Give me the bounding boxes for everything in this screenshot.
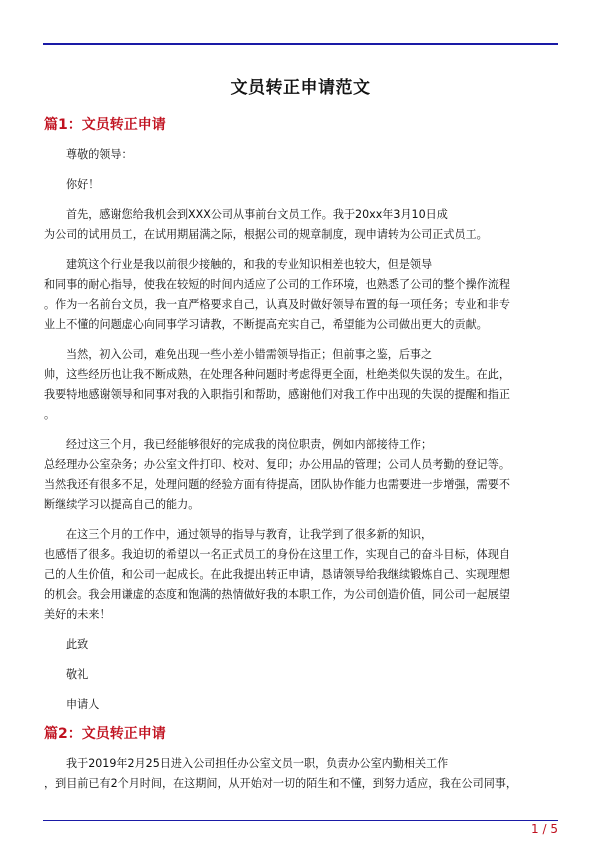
- text-line: 帅，这些经历也让我不断成熟，在处理各种问题时考虑得更全面，杜绝类似失误的发生。在此，: [44, 368, 510, 381]
- closing-1: 此致: [66, 638, 89, 651]
- text-line: 也感悟了很多。我迫切的希望以一名正式员工的身份在这里工作，实现自己的奋斗目标，体现自: [44, 548, 510, 561]
- greeting: 你好！: [66, 178, 100, 191]
- text-line: 为公司的试用员工，在试用期届满之际，根据公司的规章制度，现申请转为公司正式员工。: [44, 228, 488, 241]
- text-line: 的机会。我会用谦虚的态度和饱满的热情做好我的本职工作，为公司创造价值，同公司一起展望: [44, 588, 510, 601]
- text-line: 和同事的耐心指导，使我在较短的时间内适应了公司的工作环境，也熟悉了公司的整个操作流程: [44, 278, 510, 291]
- text-line: 我于2019年2月25日进入公司担任办公室文员一职，负责办公室内勤相关工作: [66, 757, 449, 770]
- section-heading-2: 篇2：文员转正申请: [44, 726, 166, 742]
- text-line: 。: [44, 408, 56, 421]
- page-number: 1 / 5: [531, 822, 558, 836]
- text-line: 在这三个月的工作中，通过领导的指导与教育，让我学到了很多新的知识，: [66, 528, 433, 541]
- closing-2: 敬礼: [66, 668, 89, 681]
- document-title: 文员转正申请范文: [230, 78, 371, 98]
- footer-rule: [43, 820, 558, 821]
- header-rule: [43, 43, 558, 45]
- paragraph-5: [44, 525, 557, 625]
- paragraph-6: [44, 754, 557, 794]
- paragraph-2: [44, 255, 557, 335]
- text-line: 己的人生价值，和公司一起成长。在此我提出转正申请，恳请领导给我继续锻炼自己、实现理想: [44, 568, 510, 581]
- signature: 申请人: [66, 698, 100, 711]
- section-heading-1: 篇1：文员转正申请: [44, 117, 166, 133]
- text-line: 当然，初入公司，难免出现一些小差小错需领导指正；但前事之鉴，后事之: [66, 348, 433, 361]
- text-line: ，到目前已有2个月时间，在这期间，从开始对一切的陌生和不懂，到努力适应，我在公司同事，: [44, 777, 518, 790]
- document-body: [44, 78, 557, 794]
- paragraph-4: [44, 435, 557, 515]
- text-line: 业上不懂的问题虚心向同事学习请教，不断提高充实自己，希望能为公司做出更大的贡献。: [44, 318, 488, 331]
- salutation: 尊敬的领导：: [66, 148, 133, 161]
- text-line: 经过这三个月，我已经能够很好的完成我的岗位职责，例如内部接待工作；: [66, 438, 433, 451]
- text-line: 当然我还有很多不足，处理问题的经验方面有待提高，团队协作能力也需要进一步增强，需要不: [44, 478, 510, 491]
- text-line: 建筑这个行业是我以前很少接触的，和我的专业知识相差也较大，但是领导: [66, 258, 433, 271]
- text-line: 。作为一名前台文员，我一直严格要求自己，认真及时做好领导布置的每一项任务；专业和非专: [44, 298, 510, 311]
- text-line: 首先，感谢您给我机会到XXX公司从事前台文员工作。我于20xx年3月10日成: [66, 208, 448, 221]
- text-line: 我要特地感谢领导和同事对我的入职指引和帮助，感谢他们对我工作中出现的失误的提醒和指正: [44, 388, 510, 401]
- text-line: 断继续学习以提高自己的能力。: [44, 498, 200, 511]
- paragraph-1: [44, 205, 557, 245]
- text-line: 总经理办公室杂务；办公室文件打印、校对、复印；办公用品的管理；公司人员考勤的登记等。: [44, 458, 510, 471]
- text-line: 美好的未来！: [44, 608, 111, 621]
- paragraph-3: [44, 345, 557, 425]
